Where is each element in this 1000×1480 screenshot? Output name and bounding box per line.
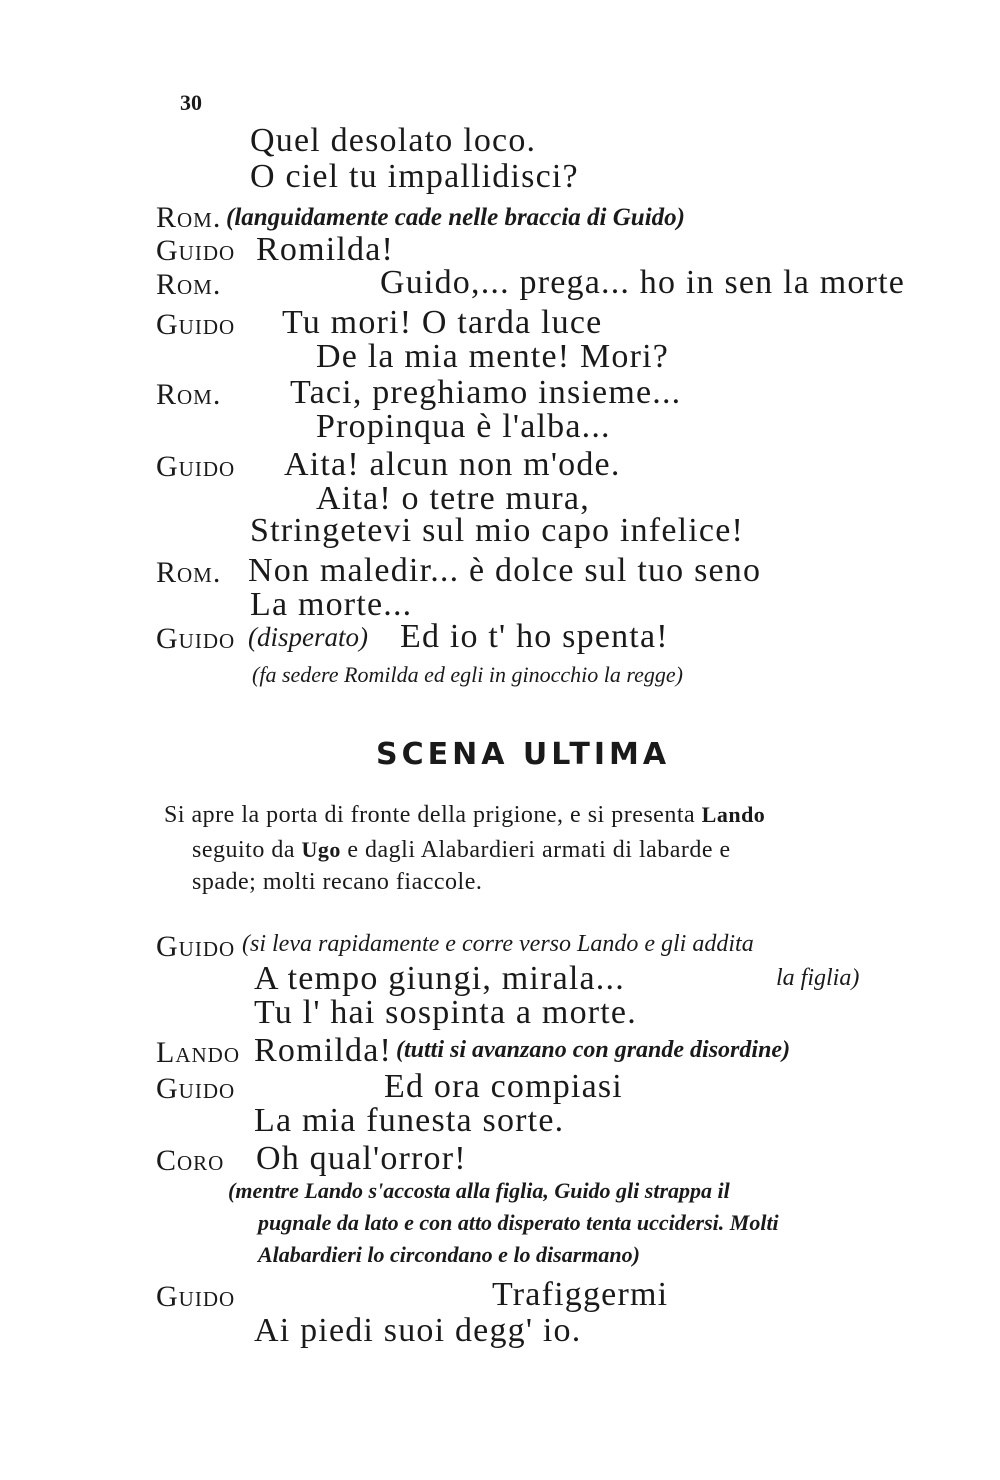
verse-line: La mia funesta sorte. <box>254 1102 565 1139</box>
speaker-label: Guido <box>156 622 236 655</box>
scene-description-line <box>164 803 765 827</box>
stage-direction: pugnale da lato e con atto disperato tenta uccidersi. Molti <box>258 1210 779 1235</box>
speaker-label: Rom. <box>156 268 222 301</box>
description-text: Si apre la porta di fronte della prigione, e si presenta <box>164 802 702 828</box>
verse-line: Romilda! <box>256 231 395 268</box>
verse-line: O ciel tu impallidisci? <box>250 158 579 195</box>
speaker-label: Rom. <box>156 378 222 411</box>
verse-line: Propinqua è l'alba... <box>316 408 611 445</box>
verse-line: Quel desolato loco. <box>250 122 537 159</box>
verse-line: Ai piedi suoi degg' io. <box>254 1312 582 1349</box>
verse-line: Stringetevi sul mio capo infelice! <box>250 512 745 549</box>
stage-direction: (si leva rapidamente e corre verso Lando e gli addita <box>242 931 754 957</box>
verse-line: Aita! alcun non m'ode. <box>284 446 621 483</box>
verse-line: Oh qual'orror! <box>256 1140 467 1177</box>
stage-direction: Alabardieri lo circondano e lo disarmano) <box>258 1242 640 1267</box>
stage-direction: (disperato) <box>248 622 368 652</box>
page-number: 30 <box>180 90 202 115</box>
verse-line: La morte... <box>250 586 413 623</box>
speaker-label: Guido <box>156 234 236 267</box>
stage-direction: (tutti si avanzano con grande disordine) <box>396 1037 791 1063</box>
speaker-label: Guido <box>156 930 236 963</box>
verse-line: Romilda! <box>254 1032 393 1069</box>
stage-direction: (mentre Lando s'accosta alla figlia, Guido gli strappa il <box>228 1178 730 1203</box>
speaker-label: Rom. <box>156 556 222 589</box>
verse-line: Guido,... prega... ho in sen la morte <box>380 264 906 301</box>
speaker-label: Guido <box>156 450 236 483</box>
verse-line: Tu l' hai sospinta a morte. <box>254 994 637 1031</box>
verse-line: Non maledir... è dolce sul tuo seno <box>248 552 762 589</box>
speaker-label: Rom. <box>156 201 222 234</box>
character-name: Lando <box>701 802 766 827</box>
verse-line: Tu mori! O tarda luce <box>282 304 603 341</box>
verse-line: Ed ora compiasi <box>384 1068 623 1105</box>
speaker-label: Guido <box>156 308 236 341</box>
scene-description-line <box>192 838 731 862</box>
scene-heading: SCENA ULTIMA <box>376 737 671 772</box>
description-text: e dagli Alabardieri armati di labarde e <box>340 837 731 863</box>
verse-line: Trafiggermi <box>492 1276 669 1313</box>
character-name: Ugo <box>301 837 341 862</box>
speaker-label: Coro <box>156 1144 225 1177</box>
speaker-label: Guido <box>156 1280 236 1313</box>
verse-line: Ed io t' ho spenta! <box>400 618 669 655</box>
scene-description-line: spade; molti recano fiaccole. <box>192 869 483 895</box>
verse-line: A tempo giungi, mirala... <box>254 960 625 997</box>
speaker-label: Lando <box>156 1036 240 1069</box>
verse-line: De la mia mente! Mori? <box>316 338 670 375</box>
verse-line: Taci, preghiamo insieme... <box>290 374 682 411</box>
stage-direction: (fa sedere Romilda ed egli in ginocchio la regge) <box>252 662 683 687</box>
stage-direction: la figlia) <box>776 965 860 991</box>
stage-direction: (languidamente cade nelle braccia di Guido) <box>226 204 685 231</box>
verse-line: Aita! o tetre mura, <box>316 480 590 517</box>
description-text: seguito da <box>192 837 302 863</box>
speaker-label: Guido <box>156 1072 236 1105</box>
